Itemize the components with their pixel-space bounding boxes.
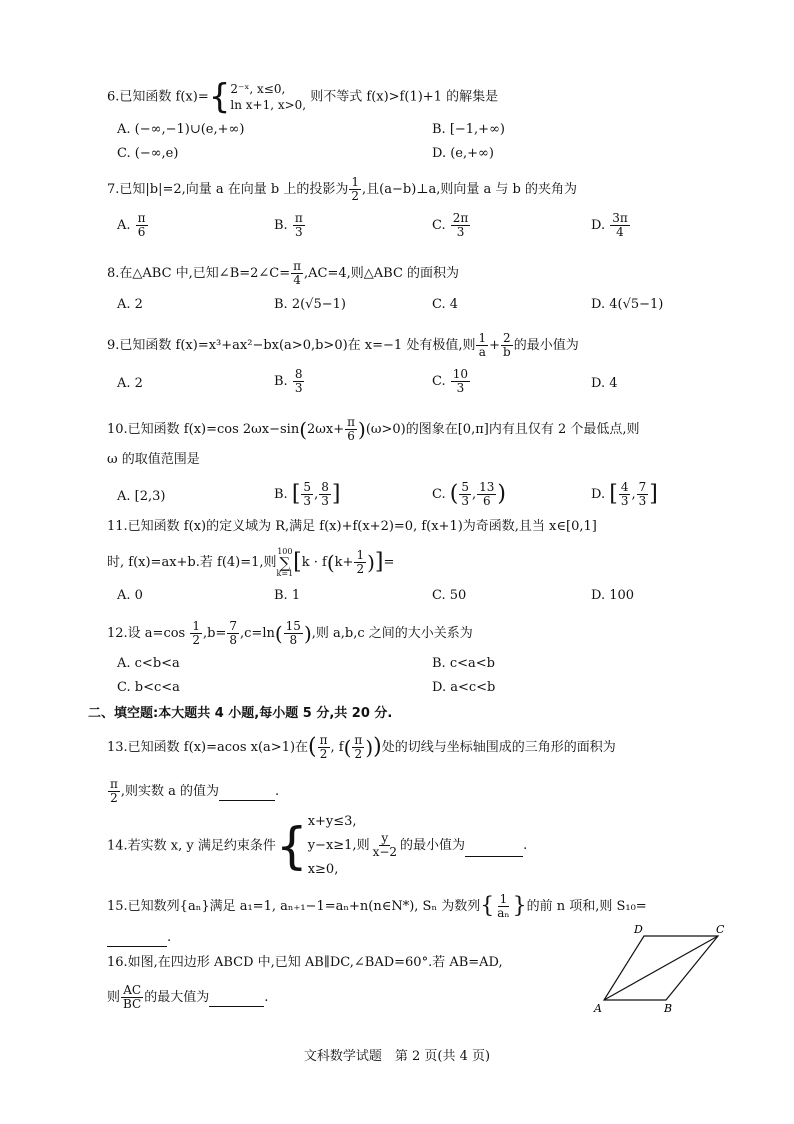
q15-post: 的前 n 项和,则 S₁₀=: [526, 899, 647, 915]
q16-line2-post: 的最大值为: [144, 990, 210, 1006]
q7-pre: 7.已知|b|=2,向量 a 在向量 b 上的投影为: [107, 182, 349, 198]
q11-line1: 11.已知函数 f(x)的定义域为 R,满足 f(x)+f(x+2)=0, f(x+1)为奇函数,且当 x∈[0,1]: [107, 519, 597, 534]
q6-option-d[interactable]: D. (e,+∞): [432, 146, 494, 161]
q13-fraction-q: $\frac{\pi}{2}$: [354, 733, 363, 762]
q9-fraction-1: $\frac{1}{a}$: [478, 331, 487, 360]
q6-option-c[interactable]: C. (−∞,e): [117, 146, 179, 161]
q14-constraint-3: x≥0,: [307, 861, 339, 877]
q8-option-a[interactable]: A. 2: [117, 297, 143, 312]
q6-brace: {: [208, 77, 231, 117]
q6-case2: ln x+1, x>0,: [230, 98, 307, 112]
q16-line1: 16.如图,在四边形 ABCD 中,已知 AB∥DC,∠BAD=60°.若 AB=AD,: [107, 955, 503, 970]
q16-parallelogram-figure: [590, 924, 740, 1016]
q11-fraction: $\frac{1}{2}$: [356, 548, 365, 577]
q15-fraction: $\frac{1}{\text{aₙ}}$: [497, 892, 510, 921]
q13-answer-blank[interactable]: [219, 784, 275, 801]
q14-pre: 14.若实数 x, y 满足约束条件: [107, 838, 276, 854]
q11-line2-post: =: [383, 555, 395, 571]
q9-pre: 9.已知函数 f(x)=x³+ax²−bx(a>0,b>0)在 x=−1 处有极值,则: [107, 338, 476, 354]
q11-option-d[interactable]: D. 100: [591, 588, 635, 603]
q9-post: 的最小值为: [513, 338, 579, 354]
q12-fraction-a: $\frac{1}{2}$: [192, 619, 201, 648]
q11-line2-pre: 时, f(x)=ax+b.若 f(4)=1,则: [107, 555, 277, 571]
q14-constraint-1: x+y≤3,: [307, 814, 357, 829]
q9-plus: +: [489, 338, 500, 354]
label-b: B: [664, 1002, 673, 1015]
q16-fraction: $\frac{AC}{BC}$: [123, 983, 142, 1012]
q7-option-d[interactable]: D. $\frac{3\pi}{4}$: [591, 211, 628, 240]
q13-line2: $\frac{\pi}{2}$ ,则实数 a 的值为 .: [110, 777, 280, 806]
q8-pre: 8.在△ABC 中,已知∠B=2∠C=: [107, 266, 291, 282]
q14-brace: {: [275, 816, 308, 875]
q10-option-a[interactable]: A. [2,3): [117, 489, 166, 504]
q6-option-b[interactable]: B. [−1,+∞): [432, 122, 505, 137]
q6-case1: 2⁻ˣ, x≤0,: [230, 81, 286, 96]
q15-line2: .: [107, 930, 171, 947]
q11-option-c[interactable]: C. 50: [432, 588, 467, 603]
q14-constraints: [308, 812, 528, 880]
q14-fraction: $\frac{y}{x-2}$: [372, 831, 398, 860]
q13-fraction-l2: $\frac{\pi}{2}$: [110, 777, 118, 806]
q8-option-c[interactable]: C. 4: [432, 297, 459, 312]
q13-line2-post: ,则实数 a 的值为: [120, 784, 220, 800]
page-footer: 文科数学试题 第 2 页(共 4 页): [303, 1049, 491, 1064]
q10-option-c[interactable]: C. ( $\frac{5}{3}$ , $\frac{13}{6}$ ): [432, 480, 507, 509]
q15-stem: 15.已知数列{aₙ}满足 a₁=1, aₙ₊₁−1=aₙ+n(n∈N*), Sₙ 为数列{ $\frac{1}{\text{aₙ}}$ }的前 n 项和,则 S₁₀=: [107, 892, 647, 921]
q15-pre: 15.已知数列{aₙ}满足 a₁=1, aₙ₊₁−1=aₙ+n(n∈N*), Sₙ 为数列: [107, 899, 481, 915]
q6-option-a[interactable]: A. (−∞,−1)∪(e,+∞): [117, 122, 245, 137]
q8-option-d[interactable]: D. 4(√5−1): [591, 297, 664, 312]
q11-option-b[interactable]: B. 1: [274, 588, 301, 603]
q15-answer-blank[interactable]: [107, 930, 167, 947]
q10-stem: 10.已知函数 f(x)=cos 2ωx−sin(2ωx+ $\frac{\pi}{6}$ )(ω>0)的图象在[0,π]内有且仅有 2 个最低点,则: [107, 415, 640, 444]
q12-post: ,则 a,b,c 之间的大小关系为: [311, 626, 473, 642]
q10-pre: 10.已知函数 f(x)=cos 2ωx−sin: [107, 422, 300, 438]
q10-fraction: $\frac{\pi}{6}$: [347, 415, 356, 444]
q9-stem: [107, 332, 579, 359]
q6-stem: [107, 77, 499, 117]
section-fill-in-title: 二、填空题:本大题共 4 小题,每小题 5 分,共 20 分.: [88, 706, 393, 721]
q12-option-d[interactable]: D. a<c<b: [432, 680, 496, 695]
q14-constraint-2: y−x≥1,则 $\frac{y}{x-2}$ 的最小值为 .: [307, 831, 528, 860]
q12-option-a[interactable]: A. c<b<a: [117, 656, 180, 671]
q9-fraction-2: $\frac{2}{b}$: [503, 331, 511, 360]
q11-option-a[interactable]: A. 0: [117, 588, 143, 603]
q8-stem: [107, 260, 459, 287]
q13-post: 处的切线与坐标轴围成的三角形的面积为: [381, 740, 616, 756]
q11-bracket: k · f: [301, 555, 327, 571]
q8-fraction: $\frac{\pi}{4}$: [293, 259, 302, 288]
q13-fraction-p: $\frac{\pi}{2}$: [319, 733, 328, 762]
label-d: D: [634, 924, 643, 936]
q10-option-d[interactable]: D. [ $\frac{4}{3}$ , $\frac{7}{3}$ ]: [591, 480, 658, 509]
q8-post: ,AC=4,则△ABC 的面积为: [304, 266, 460, 282]
q9-option-a[interactable]: A. 2: [117, 376, 143, 391]
q7-post: ,且(a−b)⊥a,则向量 a 与 b 的夹角为: [362, 182, 577, 198]
q6-cases: [230, 81, 306, 113]
q16-line2: 则 $\frac{AC}{BC}$ 的最大值为 .: [107, 983, 269, 1012]
q7-option-a[interactable]: A. $\frac{\pi}{6}$: [117, 211, 146, 240]
q12-stem: 12.设 a=cos $\frac{1}{2}$ ,b= $\frac{7}{8}$ ,c=ln( $\frac{15}{8}$ ),则 a,b,c 之间的大小关系为: [107, 619, 473, 648]
q13-stem: 13.已知函数 f(x)=acos x(a>1)在( $\frac{\pi}{2}$ , f( $\frac{\pi}{2}$ ))处的切线与坐标轴围成的三角形的面积为: [107, 733, 616, 762]
q10-option-b[interactable]: B. [ $\frac{5}{3}$ , $\frac{8}{3}$ ]: [274, 480, 341, 509]
q13-pre: 13.已知函数 f(x)=acos x(a>1)在: [107, 740, 309, 756]
q6-pre: 6.已知函数 f(x)=: [107, 89, 209, 105]
q12-fraction-c: $\frac{15}{8}$: [285, 619, 301, 648]
q9-option-c[interactable]: C. $\frac{10}{3}$: [432, 367, 469, 396]
q16-answer-blank[interactable]: [209, 990, 264, 1007]
q10-line2: ω 的取值范围是: [107, 452, 200, 467]
q7-option-b[interactable]: B. $\frac{\pi}{3}$: [274, 211, 303, 240]
q8-option-b[interactable]: B. 2(√5−1): [274, 297, 346, 312]
q12-fraction-b: $\frac{7}{8}$: [229, 619, 238, 648]
diagonal-ac: [604, 936, 718, 1000]
q12-option-c[interactable]: C. b<c<a: [117, 680, 180, 695]
q11-sum: 100 ∑ k=1: [276, 547, 294, 578]
q12-option-b[interactable]: B. c<a<b: [432, 656, 495, 671]
q11-line2: 时, f(x)=ax+b.若 f(4)=1,则 100 ∑ k=1 [k · f(k+ $\frac{1}{2}$ )]=: [107, 547, 395, 578]
q7-fraction: $\frac{1}{2}$: [351, 175, 360, 204]
q9-option-b[interactable]: B. $\frac{8}{3}$: [274, 367, 303, 396]
q6-post: 则不等式 f(x)>f(1)+1 的解集是: [310, 89, 499, 105]
q14-answer-blank[interactable]: [465, 836, 523, 857]
q10-post: (ω>0)的图象在[0,π]内有且仅有 2 个最低点,则: [365, 422, 640, 438]
q10-inner: 2ωx+: [307, 422, 345, 438]
q9-option-d[interactable]: D. 4: [591, 376, 618, 391]
q12-pre: 12.设 a=cos: [107, 626, 186, 642]
q7-option-c[interactable]: C. $\frac{2\pi}{3}$: [432, 211, 469, 240]
q14-stem: [107, 812, 527, 880]
label-c: C: [716, 924, 725, 936]
label-a: A: [594, 1002, 602, 1015]
q7-stem: [107, 176, 577, 203]
